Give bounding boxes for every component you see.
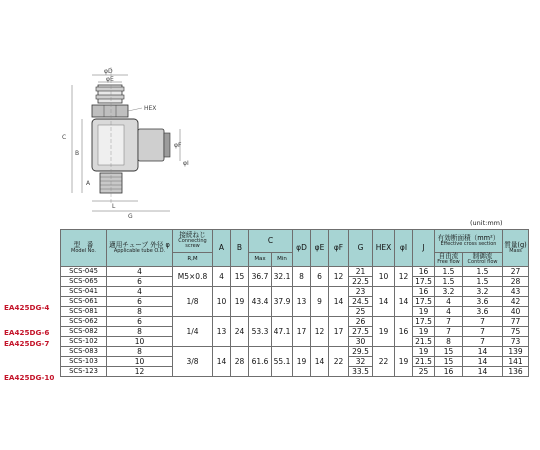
header-hex: HEX [373, 230, 395, 267]
cell-tube: 6 [107, 297, 173, 307]
cell-model: SCS-083 [61, 347, 107, 357]
side-code-ea425dg-10: EA425DG-10 [4, 373, 55, 382]
side-code-ea425dg-6: EA425DG-6 [4, 328, 50, 337]
od-top-label: φD [104, 68, 113, 75]
cell-g: 29.5 [349, 347, 373, 357]
cell-control-flow: 14 [463, 357, 503, 367]
cell-j: 17.5 [413, 297, 435, 307]
cell-d: 13 [293, 287, 311, 317]
cell-g: 27.5 [349, 327, 373, 337]
cell-screw: 1/8 [173, 287, 213, 317]
cell-i: 16 [395, 317, 413, 347]
cell-j: 21.5 [413, 357, 435, 367]
cell-control-flow: 1.5 [463, 267, 503, 277]
cell-free-flow: 3.2 [435, 287, 463, 297]
cell-screw: 3/8 [173, 347, 213, 377]
cell-g: 24.5 [349, 297, 373, 307]
cell-c-min: 55.1 [272, 347, 293, 377]
cell-free-flow: 1.5 [435, 277, 463, 287]
cell-control-flow: 7 [463, 327, 503, 337]
cell-free-flow: 7 [435, 327, 463, 337]
cell-g: 25 [349, 307, 373, 317]
od-side-label: φF [174, 142, 182, 149]
header-control-flow: 制御流 Control flow [463, 253, 503, 267]
table-row [61, 347, 529, 357]
header-i: φI [395, 230, 413, 267]
cell-g: 22.5 [349, 277, 373, 287]
header-screw-sub: R,M [173, 253, 213, 267]
header-b: B [231, 230, 249, 267]
cell-tube: 10 [107, 337, 173, 347]
cell-free-flow: 16 [435, 367, 463, 377]
cell-mass: 43 [503, 287, 529, 297]
cell-a: 14 [213, 347, 231, 377]
cell-g: 32 [349, 357, 373, 367]
od-inner-label: φE [106, 76, 114, 83]
cell-e: 12 [311, 317, 329, 347]
cell-model: SCS-102 [61, 337, 107, 347]
cell-mass: 141 [503, 357, 529, 367]
dim-g-label: G [128, 213, 133, 220]
side-code-ea425dg-4: EA425DG-4 [4, 303, 50, 312]
cell-model: SCS-081 [61, 307, 107, 317]
cell-j: 19 [413, 347, 435, 357]
cell-e: 14 [311, 347, 329, 377]
hex-label: HEX [144, 105, 157, 112]
cell-free-flow: 4 [435, 307, 463, 317]
cell-free-flow: 15 [435, 357, 463, 367]
spec-table [60, 229, 529, 377]
cell-c-min: 47.1 [272, 317, 293, 347]
cell-tube: 8 [107, 307, 173, 317]
cell-i: 19 [395, 347, 413, 377]
cell-j: 17.5 [413, 317, 435, 327]
cell-f: 22 [329, 347, 349, 377]
table-row [61, 267, 529, 277]
cell-screw: M5×0.8 [173, 267, 213, 287]
dim-a-label: A [86, 180, 91, 187]
cell-control-flow: 3.6 [463, 297, 503, 307]
cell-hex: 14 [373, 287, 395, 317]
cell-i: 14 [395, 287, 413, 317]
cell-mass: 42 [503, 297, 529, 307]
cell-c-min: 32.1 [272, 267, 293, 287]
cell-j: 19 [413, 327, 435, 337]
cell-model: SCS-103 [61, 357, 107, 367]
cell-f: 17 [329, 317, 349, 347]
cell-tube: 8 [107, 347, 173, 357]
cell-control-flow: 7 [463, 337, 503, 347]
cell-tube: 6 [107, 277, 173, 287]
cell-mass: 28 [503, 277, 529, 287]
header-c-max: Max [249, 253, 272, 267]
spec-table-body [61, 267, 529, 377]
cell-g: 26 [349, 317, 373, 327]
cell-j: 25 [413, 367, 435, 377]
cell-model: SCS-065 [61, 277, 107, 287]
cell-mass: 27 [503, 267, 529, 277]
header-free-flow: 自由流 Free flow [435, 253, 463, 267]
cell-a: 4 [213, 267, 231, 287]
cell-f: 12 [329, 267, 349, 287]
cell-mass: 77 [503, 317, 529, 327]
cell-model: SCS-041 [61, 287, 107, 297]
cell-a: 13 [213, 317, 231, 347]
cell-j: 17.5 [413, 277, 435, 287]
cell-free-flow: 8 [435, 337, 463, 347]
cell-mass: 139 [503, 347, 529, 357]
header-mass: 質量(g) Mass [503, 230, 529, 267]
cell-hex: 22 [373, 347, 395, 377]
cell-hex: 10 [373, 267, 395, 287]
dim-i-label: φI [183, 160, 189, 167]
cell-control-flow: 14 [463, 367, 503, 377]
fitting-dimension-drawing [40, 55, 240, 225]
cell-control-flow: 3.6 [463, 307, 503, 317]
header-tube: 適用チューブ 外径 φ Applicable tube O.D. [107, 230, 173, 267]
cell-tube: 4 [107, 267, 173, 277]
cell-c-max: 43.4 [249, 287, 272, 317]
cell-j: 19 [413, 307, 435, 317]
cell-g: 23 [349, 287, 373, 297]
header-g: G [349, 230, 373, 267]
header-c: C [249, 230, 293, 253]
cell-tube: 8 [107, 327, 173, 337]
cell-a: 10 [213, 287, 231, 317]
dim-b-label: B [75, 150, 80, 157]
cell-tube: 4 [107, 287, 173, 297]
cell-b: 15 [231, 267, 249, 287]
cell-control-flow: 14 [463, 347, 503, 357]
cell-free-flow: 4 [435, 297, 463, 307]
header-c-min: Min [272, 253, 293, 267]
cell-d: 19 [293, 347, 311, 377]
table-row [61, 317, 529, 327]
cell-control-flow: 7 [463, 317, 503, 327]
cell-g: 21 [349, 267, 373, 277]
cell-b: 28 [231, 347, 249, 377]
cell-mass: 40 [503, 307, 529, 317]
header-f: φF [329, 230, 349, 267]
cell-c-max: 61.6 [249, 347, 272, 377]
cell-model: SCS-061 [61, 297, 107, 307]
header-area: 有効断面積（mm²） Effective cross section [435, 230, 503, 253]
cell-j: 21.5 [413, 337, 435, 347]
header-screw: 接続ねじ Connecting screw [173, 230, 213, 253]
cell-free-flow: 7 [435, 317, 463, 327]
header-j: J [413, 230, 435, 267]
cell-mass: 73 [503, 337, 529, 347]
cell-f: 14 [329, 287, 349, 317]
cell-control-flow: 1.5 [463, 277, 503, 287]
header-d: φD [293, 230, 311, 267]
cell-mass: 136 [503, 367, 529, 377]
dim-j-label: L [112, 203, 116, 210]
cell-c-min: 37.9 [272, 287, 293, 317]
cell-free-flow: 1.5 [435, 267, 463, 277]
cell-tube: 6 [107, 317, 173, 327]
header-a: A [213, 230, 231, 267]
header-row-top [61, 230, 529, 253]
table-row [61, 287, 529, 297]
cell-j: 16 [413, 287, 435, 297]
cell-model: SCS-045 [61, 267, 107, 277]
cell-b: 19 [231, 287, 249, 317]
cell-g: 30 [349, 337, 373, 347]
cell-e: 6 [311, 267, 329, 287]
cell-j: 16 [413, 267, 435, 277]
cell-model: SCS-123 [61, 367, 107, 377]
cell-d: 8 [293, 267, 311, 287]
cell-i: 12 [395, 267, 413, 287]
cell-control-flow: 3.2 [463, 287, 503, 297]
header-model: 型 番 Model No. [61, 230, 107, 267]
cell-tube: 10 [107, 357, 173, 367]
header-e: φE [311, 230, 329, 267]
side-code-ea425dg-7: EA425DG-7 [4, 339, 50, 348]
cell-model: SCS-062 [61, 317, 107, 327]
unit-label: (unit:mm) [470, 219, 503, 227]
cell-e: 9 [311, 287, 329, 317]
cell-model: SCS-082 [61, 327, 107, 337]
cell-screw: 1/4 [173, 317, 213, 347]
cell-g: 33.5 [349, 367, 373, 377]
cell-b: 24 [231, 317, 249, 347]
cell-mass: 75 [503, 327, 529, 337]
cell-tube: 12 [107, 367, 173, 377]
dim-c-label: C [62, 134, 67, 141]
cell-free-flow: 15 [435, 347, 463, 357]
cell-c-max: 53.3 [249, 317, 272, 347]
cell-d: 17 [293, 317, 311, 347]
cell-hex: 19 [373, 317, 395, 347]
cell-c-max: 36.7 [249, 267, 272, 287]
